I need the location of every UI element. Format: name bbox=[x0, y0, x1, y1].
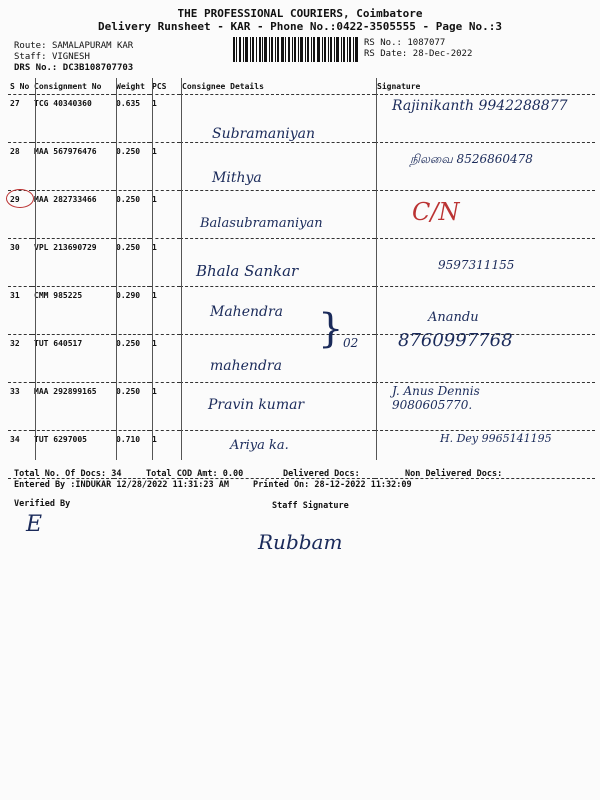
staff-label: Staff: bbox=[14, 52, 47, 62]
pcs-cell: 1 bbox=[150, 335, 180, 383]
weight-cell: 0.250 bbox=[114, 335, 150, 383]
brace-mark: } bbox=[318, 306, 344, 352]
staff-signature: Rubbam bbox=[258, 530, 343, 554]
route-value: SAMALAPURAM KAR bbox=[51, 41, 134, 51]
drs-label: DRS No.: bbox=[14, 63, 58, 73]
runsheet-subtitle: Delivery Runsheet - KAR - Phone No.:0422-3505555 - Page No.:3 bbox=[98, 20, 502, 33]
staff-value: VIGNESH bbox=[51, 52, 90, 62]
col-consignee: Consignee Details bbox=[180, 78, 375, 95]
weight-cell: 0.250 bbox=[114, 383, 150, 431]
handwritten-signature: 8760997768 bbox=[398, 330, 513, 351]
sno-cell: 32 bbox=[8, 335, 32, 383]
handwritten-signature: J. Anus Dennis 9080605770. bbox=[392, 384, 480, 412]
pcs-cell: 1 bbox=[150, 287, 180, 335]
signature-cell bbox=[375, 287, 595, 335]
pcs-cell: 1 bbox=[150, 239, 180, 287]
handwritten-consignee: Mithya bbox=[212, 170, 262, 186]
handwritten-signature: C/N bbox=[412, 198, 460, 226]
consignment-cell: TUT 640517 bbox=[32, 335, 114, 383]
staff-signature-label: Staff Signature bbox=[272, 501, 349, 511]
route-label: Route: bbox=[14, 41, 47, 51]
col-weight: Weight bbox=[114, 78, 150, 95]
rs-date-line bbox=[364, 49, 472, 59]
handwritten-consignee: mahendra bbox=[210, 358, 282, 374]
staff-line bbox=[14, 52, 90, 62]
non-delivered-docs: Non Delivered Docs: bbox=[405, 469, 503, 479]
consignment-cell: VPL 213690729 bbox=[32, 239, 114, 287]
barcode bbox=[233, 37, 358, 62]
column-divider bbox=[152, 78, 153, 460]
pcs-cell: 1 bbox=[150, 95, 180, 143]
handwritten-consignee: Subramaniyan bbox=[212, 126, 315, 142]
weight-cell: 0.290 bbox=[114, 287, 150, 335]
rs-no-value: 1087077 bbox=[407, 38, 446, 48]
total-docs: Total No. Of Docs: 34 bbox=[14, 469, 122, 479]
sno-cell: 31 bbox=[8, 287, 32, 335]
row-circle-mark bbox=[6, 189, 34, 208]
weight-cell: 0.250 bbox=[114, 239, 150, 287]
sno-cell: 28 bbox=[8, 143, 32, 191]
drs-value: DC3B108707703 bbox=[62, 63, 134, 73]
consignment-cell: MAA 292899165 bbox=[32, 383, 114, 431]
delivered-docs: Delivered Docs: bbox=[283, 469, 360, 479]
table-row bbox=[8, 191, 595, 239]
handwritten-consignee: Balasubramaniyan bbox=[200, 216, 323, 231]
sno-cell: 33 bbox=[8, 383, 32, 431]
rs-no-label: RS No.: bbox=[364, 38, 402, 48]
sno-cell: 29 bbox=[8, 191, 32, 239]
brace-note: 02 bbox=[343, 336, 359, 350]
table-row bbox=[8, 143, 595, 191]
sno-cell: 34 bbox=[8, 431, 32, 479]
entered-by: Entered By :INDUKAR 12/28/2022 11:31:23 AM bbox=[14, 480, 229, 490]
signature-cell bbox=[375, 143, 595, 191]
route-line bbox=[14, 41, 133, 51]
weight-cell: 0.250 bbox=[114, 191, 150, 239]
consignment-cell: TUT 6297005 bbox=[32, 431, 114, 479]
sno-cell: 30 bbox=[8, 239, 32, 287]
consignment-cell: MAA 282733466 bbox=[32, 191, 114, 239]
consignment-cell: TCG 40340360 bbox=[32, 95, 114, 143]
handwritten-consignee: Mahendra bbox=[210, 304, 284, 320]
column-divider bbox=[376, 78, 377, 460]
column-divider bbox=[181, 78, 182, 460]
col-signature: Signature bbox=[375, 78, 595, 95]
handwritten-consignee: Pravin kumar bbox=[208, 397, 305, 413]
pcs-cell: 1 bbox=[150, 431, 180, 479]
drs-line bbox=[14, 63, 133, 73]
consignment-cell: CMM 985225 bbox=[32, 287, 114, 335]
total-cod: Total COD Amt: 0.00 bbox=[146, 469, 244, 479]
consignee-cell bbox=[180, 191, 375, 239]
pcs-cell: 1 bbox=[150, 143, 180, 191]
sno-cell: 27 bbox=[8, 95, 32, 143]
weight-cell: 0.710 bbox=[114, 431, 150, 479]
rs-date-value: 28-Dec-2022 bbox=[412, 49, 473, 59]
consignee-cell bbox=[180, 143, 375, 191]
signature-cell bbox=[375, 191, 595, 239]
handwritten-consignee: Ariya ka. bbox=[230, 438, 289, 453]
col-pcs: PCS bbox=[150, 78, 180, 95]
company-title: THE PROFESSIONAL COURIERS, Coimbatore bbox=[177, 7, 423, 20]
weight-cell: 0.250 bbox=[114, 143, 150, 191]
pcs-cell: 1 bbox=[150, 383, 180, 431]
pcs-cell: 1 bbox=[150, 191, 180, 239]
handwritten-signature: 9597311155 bbox=[438, 258, 515, 272]
rs-no-line bbox=[364, 38, 445, 48]
handwritten-consignee: Bhala Sankar bbox=[196, 262, 299, 280]
table-header-row bbox=[8, 78, 595, 95]
handwritten-signature: Anandu bbox=[428, 310, 479, 325]
verified-signature: E bbox=[26, 512, 43, 537]
printed-on: Printed On: 28-12-2022 11:32:09 bbox=[253, 480, 412, 490]
consignment-cell: MAA 567976476 bbox=[32, 143, 114, 191]
handwritten-signature: Rajinikanth 9942288877 bbox=[392, 98, 568, 114]
column-divider bbox=[35, 78, 36, 460]
verified-by-label: Verified By bbox=[14, 499, 71, 509]
col-sno: S No bbox=[8, 78, 32, 95]
weight-cell: 0.635 bbox=[114, 95, 150, 143]
rs-date-label: RS Date: bbox=[364, 49, 408, 59]
column-divider bbox=[116, 78, 117, 460]
handwritten-signature: H. Dey 9965141195 bbox=[440, 432, 552, 445]
handwritten-signature: நிலவை 8526860478 bbox=[410, 152, 533, 166]
col-consignment: Consignment No bbox=[32, 78, 114, 95]
table-row bbox=[8, 287, 595, 335]
